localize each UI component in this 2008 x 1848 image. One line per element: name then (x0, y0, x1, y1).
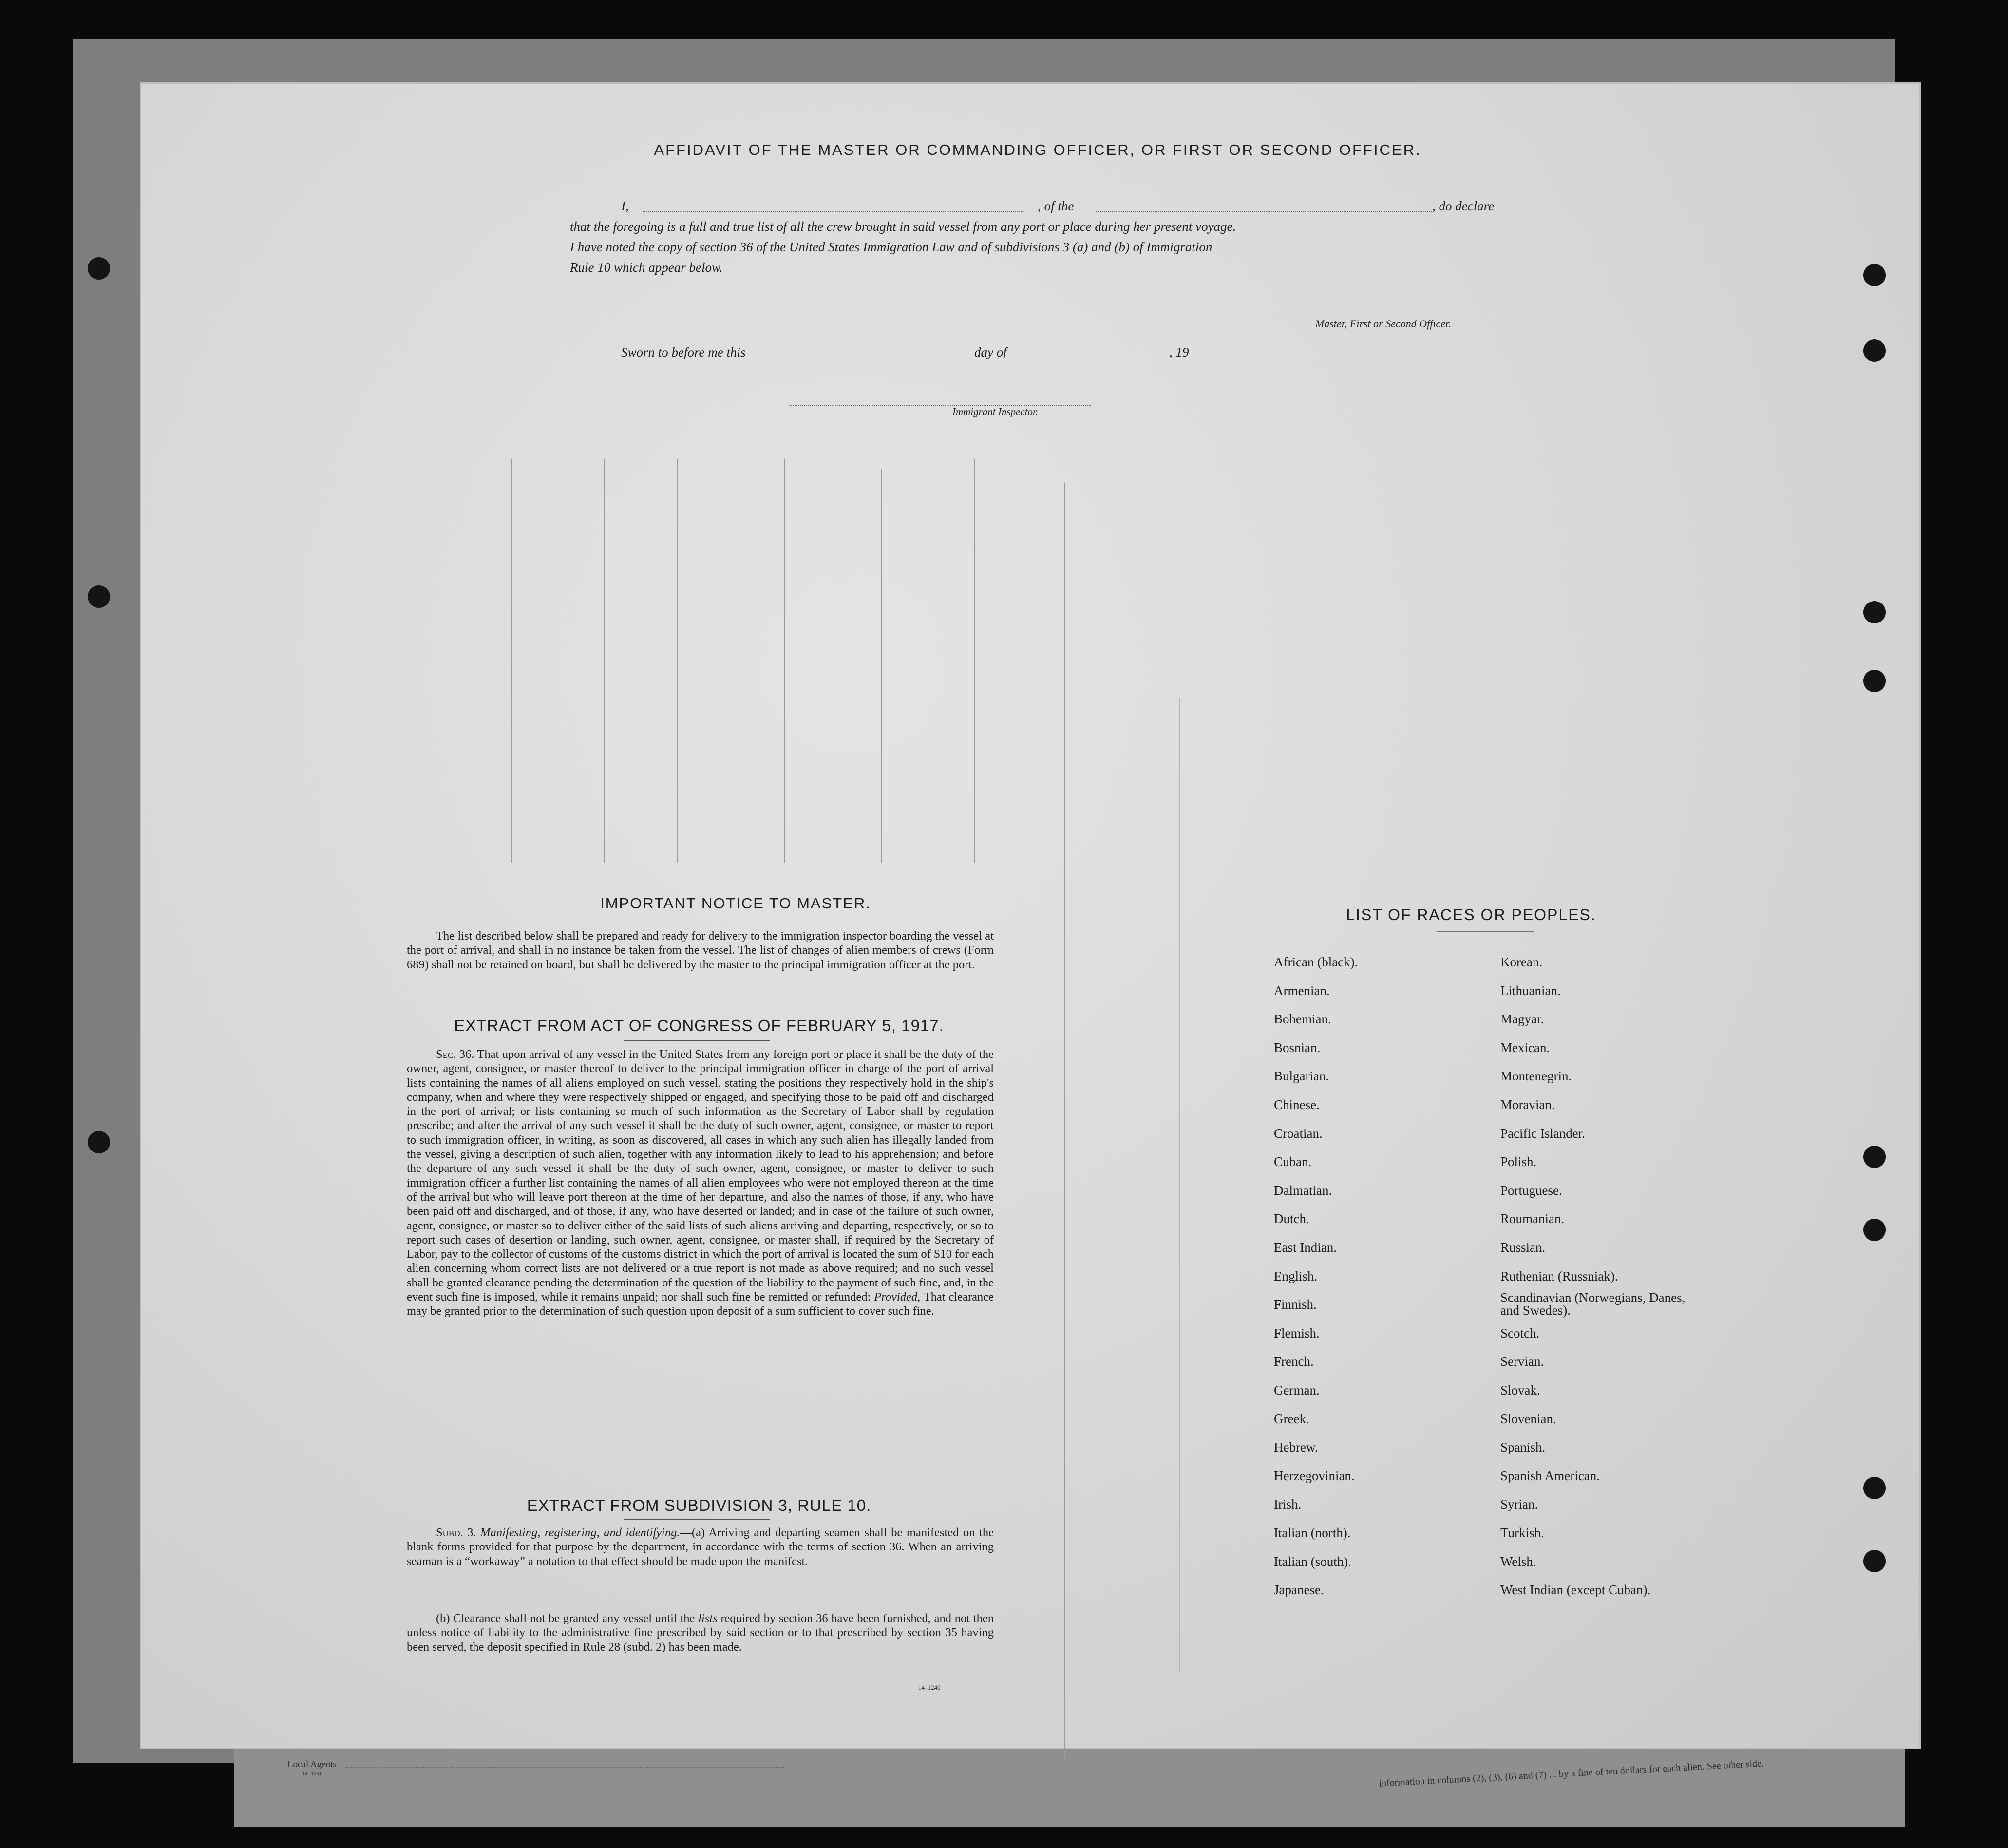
underlying-form-number: 14–1240 (302, 1770, 322, 1777)
race-item: Polish. (1500, 1154, 1537, 1169)
form-number: 14–1240 (918, 1684, 941, 1691)
race-item: Moravian. (1500, 1097, 1555, 1112)
race-item: Russian. (1500, 1240, 1546, 1255)
extract-act-body (407, 1047, 994, 1319)
race-item: Montenegrin. (1500, 1069, 1572, 1084)
races-rule (1437, 931, 1534, 932)
affidavit-line-4: Rule 10 which appear below. (570, 260, 723, 275)
race-item: Flemish. (1274, 1325, 1320, 1340)
subd-text-b-rest: required by section 36 have been furnished, and not then unless notice of liability to the administrative fine prescribed by said section or to that prescribed by section 35 having been served, the deposit specified in Rule 28 (subd. 2) has been made. (407, 1612, 994, 1654)
races-title: LIST OF RACES OR PEOPLES. (1346, 906, 1596, 924)
punch-hole (1863, 264, 1886, 286)
extract-rule-title: EXTRACT FROM SUBDIVISION 3, RULE 10. (527, 1496, 871, 1514)
affidavit-do-declare: , do declare (1432, 199, 1495, 213)
punch-hole (1863, 601, 1886, 623)
race-item: Slovenian. (1500, 1411, 1556, 1426)
center-rule (1064, 483, 1065, 1759)
race-item: Scotch. (1500, 1325, 1540, 1340)
race-item: Irish. (1274, 1497, 1302, 1512)
column-rule (974, 459, 975, 863)
race-item: Syrian. (1500, 1497, 1538, 1512)
subd-text-b-prefix: (b) Clearance shall not be granted any vessel until the (436, 1612, 695, 1625)
section-rule (624, 1519, 770, 1520)
punch-hole (1863, 1219, 1886, 1241)
punch-hole (1863, 1550, 1886, 1572)
race-item: Greek. (1274, 1411, 1309, 1426)
race-item: English. (1274, 1268, 1318, 1283)
race-item: German. (1274, 1383, 1320, 1397)
race-item: Italian (south). (1274, 1554, 1351, 1569)
notice-text: The list described below shall be prepared and ready for delivery to the immigration inspector boarding the vessel at the port of arrival, and shall in no instance be taken from the vessel. The list of changes of alien members of crews (Form 689) shall not be retained on board, but shall be delivered by the master to the principal immigration officer at the port. (407, 929, 994, 971)
inspector-label: Immigrant Inspector. (952, 406, 1039, 417)
race-item: Roumanian. (1500, 1211, 1565, 1226)
affidavit-line-2: that the foregoing is a full and true list of all the crew brought in said vessel from any port or place during her present voyage. (570, 219, 1236, 234)
sec-text-b: That clearance may be granted prior to the determination of such question upon deposit of a sum sufficient to cover such fine. (407, 1290, 994, 1318)
race-item: Korean. (1500, 955, 1543, 969)
race-item: Turkish. (1500, 1526, 1544, 1540)
extract-rule-b (407, 1611, 994, 1654)
race-item: Dalmatian. (1274, 1183, 1332, 1198)
race-item: Dutch. (1274, 1211, 1309, 1226)
race-item: Slovak. (1500, 1383, 1540, 1397)
year-prefix: , 19 (1169, 345, 1189, 359)
subd-lists-word: lists (698, 1612, 718, 1625)
race-item: Spanish. (1500, 1440, 1546, 1455)
day-of-label: day of (974, 345, 1007, 359)
sec-text-a: That upon arrival of any vessel in the United States from any foreign port or place it shall be the duty of the owner, agent, consignee, or master thereof to deliver to the principal immigration officer in charge of the port of arrival lists containing the names of all aliens employed on such vessel, stating the positions they respectively hold in the ship's company, when and where they were respectively shipped or engaged, and specifying those to be paid off and discharged in the port of arrival; or lists containing so much of such information as the Secretary of Labor shall by regulation prescribe; and after the arrival of any such vessel it shall be the duty of such owner, agent, consignee, or master to report to such immigration officer, in writing, as soon as discovered, all cases in which any such alien has illegally landed from the vessel, giving a description of such alien, together with any information likely to lead to his apprehension; and before the departure of any such vessel it shall be the duty of such owner, agent, consignee, or master to deliver to such immigration officer a further list containing the names of all alien employees who were not employed thereon at the time of the arrival but who will leave port thereon at the time of her departure, and also the names of those, if any, who have been paid off and discharged, and of those, if any, who have deserted or landed; and in case of the failure of such owner, agent, consignee, or master so to deliver either of the said lists of such aliens arriving and departing, respectively, or so to report such cases of desertion or landing, such owner, agent, consignee, or master shall, if required by the Secretary of Labor, pay to the collector of customs of the customs district in which the port of arrival is located the sum of $10 for each alien concerning whom correct lists are not delivered or a true report is not made as above required; and no such vessel shall be granted clearance pending the determination of the question of the liability to the payment of such fine, and, in the event such fine is imposed, while it remains unpaid; nor shall such fine be remitted or refunded: (407, 1048, 994, 1304)
race-item: Spanish American. (1500, 1468, 1600, 1483)
subd-text-a: —(a) Arriving and departing seamen shall be manifested on the blank forms provided for that purpose by the department, in accordance with the terms of section 36. When an arriving seaman is a “workaway” a notation to that effect should be made upon the manifest. (407, 1526, 994, 1568)
race-item: Pacific Islander. (1500, 1126, 1585, 1141)
document-page (141, 84, 1919, 1748)
race-item: Servian. (1500, 1354, 1544, 1369)
affidavit-of-the: , of the (1038, 199, 1074, 213)
race-item: Bulgarian. (1274, 1069, 1329, 1084)
punch-hole (1863, 1146, 1886, 1168)
race-item: Armenian. (1274, 983, 1330, 998)
punch-hole (88, 257, 110, 280)
vessel-blank (1096, 211, 1432, 212)
signature-label: Master, First or Second Officer. (1315, 318, 1451, 330)
sworn-label: Sworn to before me this (621, 345, 746, 359)
section-rule (624, 1040, 770, 1041)
race-item: Portuguese. (1500, 1183, 1562, 1198)
race-item: Bohemian. (1274, 1012, 1331, 1027)
race-item: East Indian. (1274, 1240, 1337, 1255)
column-rule (511, 459, 512, 863)
race-item: Welsh. (1500, 1554, 1536, 1569)
race-item: Chinese. (1274, 1097, 1320, 1112)
local-agents-line (346, 1767, 784, 1768)
race-item: Japanese. (1274, 1583, 1324, 1598)
race-item: West Indian (except Cuban). (1500, 1583, 1651, 1598)
subd-label: Subd. 3. (436, 1526, 476, 1539)
subd-heading: Manifesting, registering, and identifying. (480, 1526, 680, 1539)
race-item: Magyar. (1500, 1012, 1544, 1027)
extract-act-title: EXTRACT FROM ACT OF CONGRESS OF FEBRUARY 5, 1917. (454, 1017, 944, 1035)
underlying-bottom-note: information in columns (2), (3), (6) and (7) ... by a fine of ten dollars for each alien. See other side. (1378, 1758, 1764, 1789)
local-agents-label: Local Agents (287, 1759, 337, 1770)
race-item: Hebrew. (1274, 1440, 1318, 1455)
affidavit-i: I, (621, 199, 629, 213)
race-item: Ruthenian (Russniak). (1500, 1268, 1618, 1283)
punch-hole (88, 585, 110, 608)
race-item: Cuban. (1274, 1154, 1312, 1169)
race-item: Lithuanian. (1500, 983, 1561, 998)
underlying-sheet-bottom (234, 1734, 1905, 1827)
race-item: Scandinavian (Norwegians, Danes, and Swedes). (1500, 1290, 1686, 1318)
affidavit-title: AFFIDAVIT OF THE MASTER OR COMMANDING OFFICER, OR FIRST OR SECOND OFFICER. (654, 141, 1421, 158)
column-rule (604, 459, 605, 863)
column-rule (784, 459, 785, 863)
race-item: Bosnian. (1274, 1040, 1321, 1055)
race-item: French. (1274, 1354, 1314, 1369)
race-item: Mexican. (1500, 1040, 1550, 1055)
race-item: African (black). (1274, 955, 1358, 969)
punch-hole (1863, 1477, 1886, 1499)
punch-hole (1863, 670, 1886, 692)
column-rule (677, 459, 678, 863)
provided-word: Provided, (874, 1290, 921, 1304)
punch-hole (1863, 339, 1886, 362)
race-item: Finnish. (1274, 1297, 1317, 1312)
column-rule (881, 469, 882, 863)
center-rule-faint (1179, 698, 1180, 1672)
race-item: Herzegovinian. (1274, 1468, 1355, 1483)
sec-label: Sec. 36. (436, 1048, 474, 1061)
inspector-signature-blank (789, 405, 1091, 406)
race-item: Croatian. (1274, 1126, 1323, 1141)
race-item: Italian (north). (1274, 1526, 1351, 1540)
punch-hole (88, 1131, 110, 1153)
extract-rule-a (407, 1526, 994, 1568)
affidavit-line-3: I have noted the copy of section 36 of the United States Immigration Law and of subdivisions 3 (a) and (b) of Immigration (570, 240, 1212, 254)
name-blank (643, 211, 1023, 212)
notice-title: IMPORTANT NOTICE TO MASTER. (600, 895, 871, 912)
